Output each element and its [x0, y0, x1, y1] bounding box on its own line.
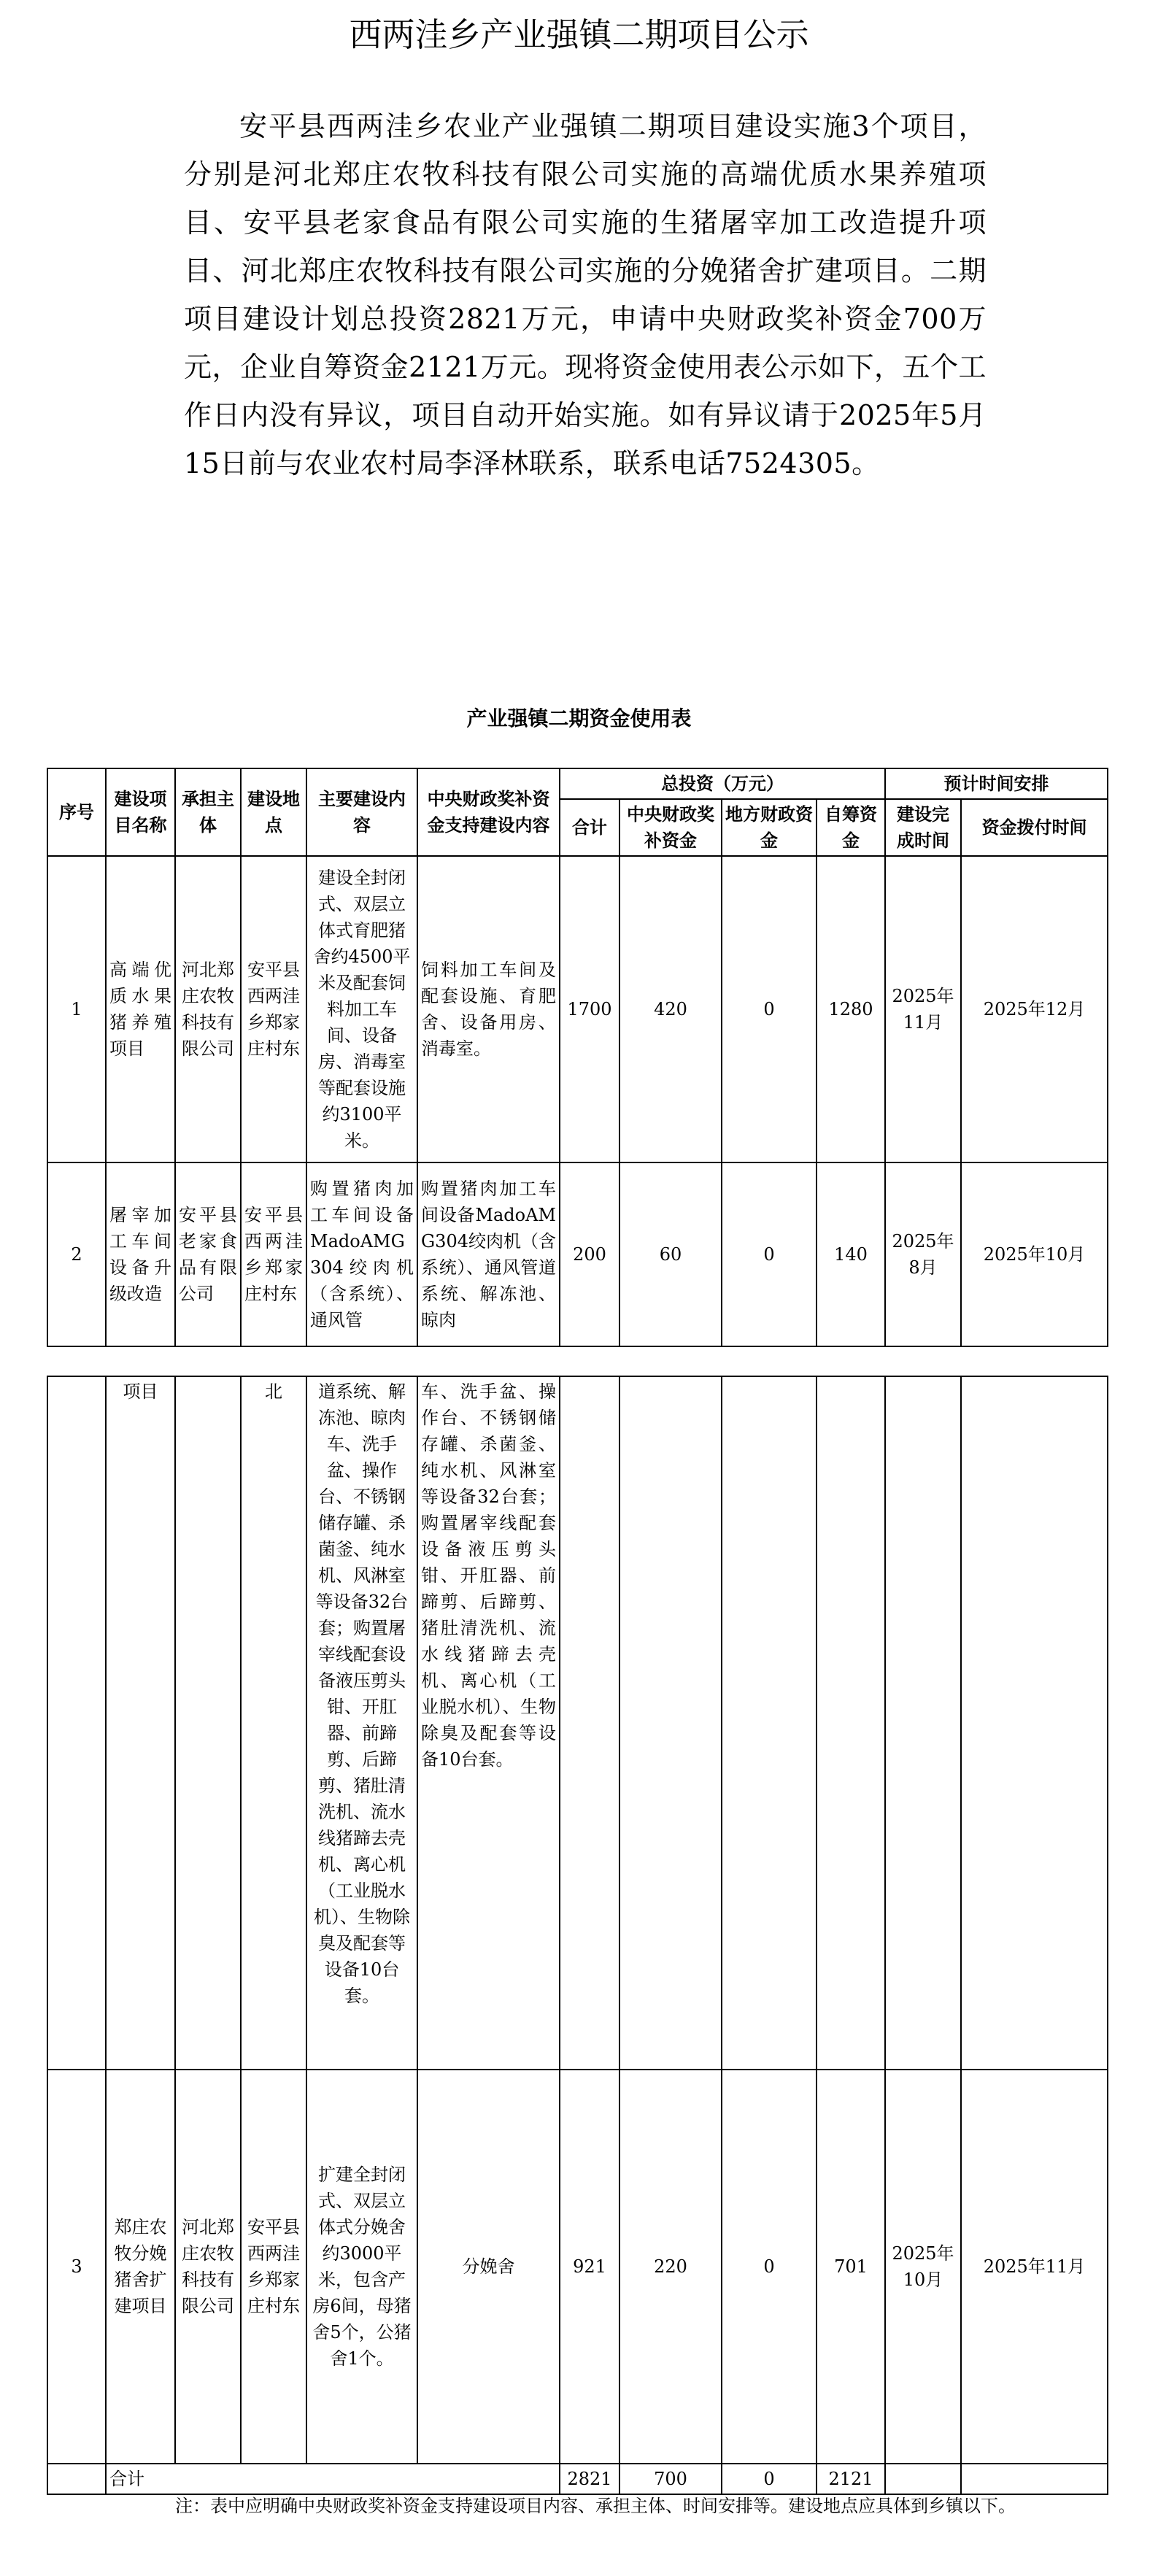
cell-project-name: 郑庄农牧分娩猪舍扩建项目	[106, 2070, 175, 2464]
cell-location: 北	[241, 1376, 306, 2070]
cell-seq: 3	[47, 2070, 106, 2464]
cell-project-name: 高端优质水果猪养殖项目	[106, 856, 175, 1162]
cell-central: 60	[619, 1162, 722, 1346]
sum-label: 合计	[106, 2464, 560, 2494]
cell-self: 701	[817, 2070, 885, 2464]
fund-usage-table	[47, 768, 1108, 1347]
fund-usage-table-continued	[47, 1376, 1108, 2495]
cell-central-content: 分娩舍	[417, 2070, 560, 2464]
cell-total: 1700	[560, 856, 619, 1162]
header-content: 主要建设内容	[306, 768, 417, 856]
cell-entity: 河北郑庄农牧科技有限公司	[175, 856, 241, 1162]
cell-central: 220	[619, 2070, 722, 2464]
sum-local: 0	[722, 2464, 817, 2494]
cell-location: 安平县西两洼乡郑家庄村东	[241, 1162, 306, 1346]
cell-central-content: 饲料加工车间及配套设施、育肥舍、设备用房、消毒室。	[417, 856, 560, 1162]
cell-content: 扩建全封闭式、双层立体式分娩舍约3000平米，包含产房6间，母猪舍5个，公猪舍1个。	[306, 2070, 417, 2464]
cell-total: 921	[560, 2070, 619, 2464]
cell-central: 420	[619, 856, 722, 1162]
cell-entity: 河北郑庄农牧科技有限公司	[175, 2070, 241, 2464]
sum-row	[47, 2464, 1108, 2494]
cell-project-name: 项目	[106, 1376, 175, 2070]
cell-central-content: 购置猪肉加工车间设备MadoAMG304绞肉机（含系统）、通风管道系统、解冻池、晾肉	[417, 1162, 560, 1346]
header-location: 建设地点	[241, 768, 306, 856]
cell-content: 建设全封闭式、双层立体式育肥猪舍约4500平米及配套饲料加工车间、设备房、消毒室等配套设施约3100平米。	[306, 856, 417, 1162]
cell-content: 道系统、解冻池、晾肉车、洗手盆、操作台、不锈钢储存罐、杀菌釜、纯水机、风淋室等设备32台套；购置屠宰线配套设备液压剪头钳、开肛器、前蹄剪、后蹄剪、猪肚清洗机、流水线猪蹄去壳机、离心机（工业脱水机）、生物除臭及配套等设备10台套。	[306, 1376, 417, 2070]
cell-self: 1280	[817, 856, 885, 1162]
cell-local: 0	[722, 856, 817, 1162]
table-title: 产业强镇二期资金使用表	[466, 706, 692, 730]
table-row	[47, 2070, 1108, 2464]
header-total-investment: 总投资（万元）	[560, 768, 885, 799]
header-central-funds: 中央财政奖补资金	[619, 799, 722, 856]
cell-completion: 2025年8月	[885, 1162, 961, 1346]
cell-local: 0	[722, 2070, 817, 2464]
table-row	[47, 1162, 1108, 1346]
sum-total: 2821	[560, 2464, 619, 2494]
header-total: 合计	[560, 799, 619, 856]
intro-paragraph: 安平县西两洼乡农业产业强镇二期项目建设实施3个项目，分别是河北郑庄农牧科技有限公司实施的高端优质水果养殖项目、安平县老家食品有限公司实施的生猪屠宰加工改造提升项目、河北郑庄农牧科技有限公司实施的分娩猪舍扩建项目。二期项目建设计划总投资2821万元，申请中央财政奖补资金700万元，企业自筹资金2121万元。现将资金使用表公示如下，五个工作日内没有异议，项目自动开始实施。如有异议请于2025年5月15日前与农业农村局李泽林联系，联系电话7524305。	[184, 110, 987, 479]
cell-location: 安平县西两洼乡郑家庄村东	[241, 856, 306, 1162]
cell-total: 200	[560, 1162, 619, 1346]
cell-completion: 2025年10月	[885, 2070, 961, 2464]
cell-completion: 2025年11月	[885, 856, 961, 1162]
header-payment-time: 资金拨付时间	[961, 799, 1108, 856]
header-project-name: 建设项目名称	[106, 768, 175, 856]
cell-central-content: 车、洗手盆、操作台、不锈钢储存罐、杀菌釜、纯水机、风淋室等设备32台套；购置屠宰线配套设备液压剪头钳、开肛器、前蹄剪、后蹄剪、猪肚清洗机、流水线猪蹄去壳机、离心机（工业脱水机）、生物除臭及配套等设备10台套。	[417, 1376, 560, 2070]
cell-payment: 2025年11月	[961, 2070, 1108, 2464]
header-local-funds: 地方财政资金	[722, 799, 817, 856]
header-entity: 承担主体	[175, 768, 241, 856]
sum-self: 2121	[817, 2464, 885, 2494]
header-schedule: 预计时间安排	[885, 768, 1108, 799]
sum-central: 700	[619, 2464, 722, 2494]
cell-seq: 1	[47, 856, 106, 1162]
cell-seq: 2	[47, 1162, 106, 1346]
header-row-1	[47, 768, 1108, 799]
cell-location: 安平县西两洼乡郑家庄村东	[241, 2070, 306, 2464]
cell-entity: 安平县老家食品有限公司	[175, 1162, 241, 1346]
table-row-continuation	[47, 1376, 1108, 2070]
table-row	[47, 856, 1108, 1162]
header-seq: 序号	[47, 768, 106, 856]
header-self-funds: 自筹资金	[817, 799, 885, 856]
header-completion-time: 建设完成时间	[885, 799, 961, 856]
cell-self: 140	[817, 1162, 885, 1346]
page-title: 西两洼乡产业强镇二期项目公示	[349, 15, 809, 54]
cell-payment: 2025年12月	[961, 856, 1108, 1162]
table-note: 注：表中应明确中央财政奖补资金支持建设项目内容、承担主体、时间安排等。建设地点应具体到乡镇以下。	[175, 2496, 1016, 2516]
cell-local: 0	[722, 1162, 817, 1346]
cell-payment: 2025年10月	[961, 1162, 1108, 1346]
header-central-content: 中央财政奖补资金支持建设内容	[417, 768, 560, 856]
cell-project-name: 屠宰加工车间设备升级改造	[106, 1162, 175, 1346]
cell-content: 购置猪肉加工车间设备MadoAMG304绞肉机（含系统）、通风管	[306, 1162, 417, 1346]
